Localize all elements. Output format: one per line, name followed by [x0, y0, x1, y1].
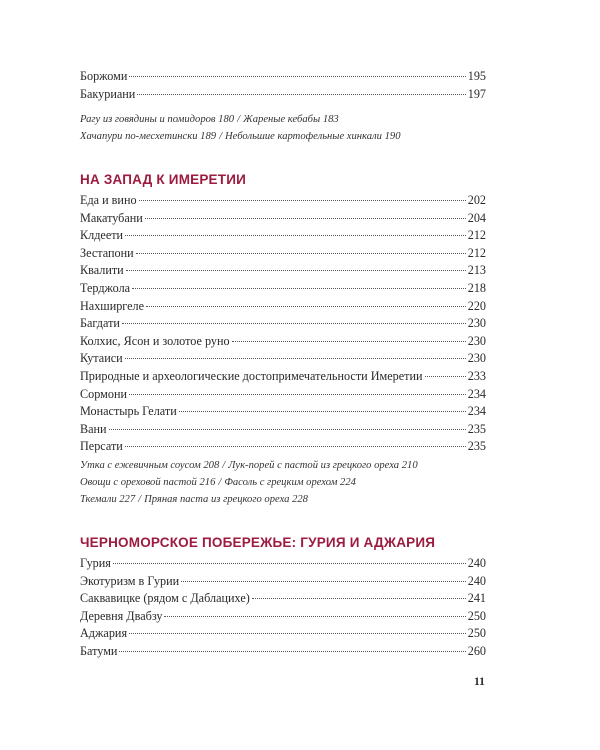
toc-entry-title: Гурия: [80, 556, 111, 570]
toc-entry[interactable]: [80, 555, 486, 573]
toc-entry-page: 234: [467, 386, 486, 401]
dot-leader: [125, 235, 466, 236]
dot-leader: [181, 581, 466, 582]
toc-entry-page: 230: [467, 351, 486, 366]
recipe-link[interactable]: Жареные кебабы 183: [243, 114, 339, 125]
toc-entry-title: Саквавицке (рядом с Даблацихе): [80, 591, 250, 606]
recipe-link[interactable]: Рагу из говядины и помидоров 180: [80, 114, 235, 125]
toc-entry-title: Вани: [80, 421, 107, 436]
recipe-line: Рагу из говядины и помидоров 180 / Жареные кебабы 183: [80, 114, 339, 125]
toc-entry-page: 250: [467, 626, 486, 641]
section-heading: НА ЗАПАД К ИМЕРЕТИИ: [80, 172, 247, 187]
toc-entry[interactable]: [80, 86, 486, 104]
recipe-link[interactable]: Лук-порей с пастой из грецкого ореха 210: [228, 460, 418, 471]
toc-entry[interactable]: [80, 438, 486, 456]
dot-leader: [179, 411, 466, 412]
toc-entry-page: 250: [467, 608, 486, 623]
toc-entry-page: 240: [467, 556, 486, 570]
toc-entry-page: 202: [467, 193, 486, 207]
toc-entry-title: Зестапони: [80, 245, 134, 260]
toc-entry[interactable]: [80, 625, 486, 643]
toc-entry-page: 197: [467, 86, 486, 101]
toc-entry-title: Природные и археологические достопримечательности Имеретии: [80, 368, 423, 383]
toc-entry-page: 235: [467, 421, 486, 436]
dot-leader: [109, 429, 466, 430]
recipe-link[interactable]: Хачапури по-месхетински 189: [80, 131, 217, 143]
recipe-line: Ткемали 227 / Пряная паста из грецкого ореха 228: [80, 494, 308, 506]
toc-entry-page: 218: [467, 280, 486, 295]
dot-leader: [129, 394, 466, 395]
toc-entry[interactable]: [80, 280, 486, 298]
toc-entry-page: 240: [467, 573, 486, 588]
toc-entry-page: 204: [467, 210, 486, 225]
toc-entry-title: Терджола: [80, 280, 131, 295]
toc-entry-page: 195: [467, 69, 486, 83]
recipe-link[interactable]: Утка с ежевичным соусом 208: [80, 460, 220, 471]
toc-entry-title: Батуми: [80, 643, 118, 658]
toc-entry[interactable]: [80, 333, 486, 351]
toc-entry-title: Колхис, Ясон и золотое руно: [80, 333, 230, 348]
dot-leader: [232, 341, 466, 342]
dot-leader: [139, 200, 466, 201]
recipe-list-section1: [80, 457, 486, 509]
dot-leader: [129, 633, 466, 634]
recipe-link[interactable]: Фасоль с грецким орехом 224: [224, 477, 356, 489]
toc-entry[interactable]: [80, 192, 486, 210]
toc-entry-title: Экотуризм в Гурии: [80, 573, 180, 588]
toc-entry[interactable]: [80, 608, 486, 626]
toc-entry-page: 234: [467, 404, 486, 419]
toc-entry-title: Сормони: [80, 386, 127, 401]
dot-leader: [136, 253, 466, 254]
recipe-line: Овощи с ореховой пастой 216 / Фасоль с грецким орехом 224: [80, 477, 356, 489]
toc-entry[interactable]: [80, 227, 486, 245]
toc-entry-title: Клдеети: [80, 228, 124, 243]
toc-entry-title: Деревня Двабзу: [80, 608, 163, 623]
recipe-link[interactable]: Ткемали 227: [80, 494, 136, 506]
toc-entry-title: Квалити: [80, 263, 124, 278]
toc-entry-page: 212: [467, 245, 486, 260]
page-number: 11: [474, 676, 485, 688]
toc-entry-title: Монастырь Гелати: [80, 404, 177, 419]
dot-leader: [119, 651, 465, 652]
dot-leader: [132, 288, 466, 289]
toc-entry-title: Макатубани: [80, 210, 143, 225]
toc-entry[interactable]: [80, 386, 486, 404]
toc-entry-title: Еда и вино: [80, 193, 137, 207]
dot-leader: [137, 94, 465, 95]
dot-leader: [125, 446, 466, 447]
toc-entry-title: Нахширгеле: [80, 298, 145, 313]
toc-entry-title: Боржоми: [80, 69, 128, 83]
toc-entry[interactable]: [80, 210, 486, 228]
dot-leader: [425, 376, 466, 377]
toc-entry-page: 241: [467, 591, 486, 606]
dot-leader: [126, 270, 466, 271]
toc-entry[interactable]: [80, 315, 486, 333]
toc-entry-title: Багдати: [80, 316, 120, 331]
dot-leader: [129, 76, 465, 77]
toc-entry-page: 233: [467, 368, 486, 383]
toc-entry[interactable]: [80, 350, 486, 368]
dot-leader: [146, 306, 466, 307]
toc-entry[interactable]: [80, 590, 486, 608]
toc-entry[interactable]: [80, 298, 486, 316]
toc-entry-title: Кутаиси: [80, 351, 123, 366]
toc-entry[interactable]: [80, 68, 486, 86]
toc-entry-page: 212: [467, 228, 486, 243]
toc-entry[interactable]: [80, 245, 486, 263]
recipe-line: Хачапури по-месхетински 189 / Небольшие картофельные хинкали 190: [80, 131, 401, 143]
toc-entry-title: Бакуриани: [80, 86, 136, 101]
toc-entry-page: 235: [467, 439, 486, 454]
toc-entry[interactable]: [80, 368, 486, 386]
toc-entry-title: Персати: [80, 439, 123, 454]
toc-entry-title: Аджария: [80, 626, 128, 641]
toc-section1-list: [80, 192, 486, 456]
recipe-link[interactable]: Овощи с ореховой пастой 216: [80, 477, 216, 489]
recipe-line: Утка с ежевичным соусом 208 / Лук-порей с пастой из грецкого ореха 210: [80, 460, 418, 471]
dot-leader: [122, 323, 466, 324]
dot-leader: [252, 598, 466, 599]
dot-leader: [125, 358, 466, 359]
toc-top-list: [80, 68, 486, 103]
toc-entry-page: 230: [467, 333, 486, 348]
toc-entry[interactable]: [80, 643, 486, 661]
dot-leader: [113, 563, 466, 564]
toc-entry[interactable]: [80, 573, 486, 591]
toc-section2-list: [80, 555, 486, 661]
toc-entry[interactable]: [80, 403, 486, 421]
toc-entry[interactable]: [80, 262, 486, 280]
toc-entry-page: 213: [467, 263, 486, 278]
dot-leader: [145, 218, 466, 219]
toc-entry[interactable]: [80, 421, 486, 439]
recipe-list-top: [80, 111, 486, 145]
recipe-link[interactable]: Небольшие картофельные хинкали 190: [225, 131, 401, 143]
toc-entry-page: 230: [467, 316, 486, 331]
toc-entry-page: 260: [467, 643, 486, 658]
toc-entry-page: 220: [467, 298, 486, 313]
dot-leader: [164, 616, 465, 617]
recipe-link[interactable]: Пряная паста из грецкого ореха 228: [144, 494, 308, 506]
section-heading: ЧЕРНОМОРСКОЕ ПОБЕРЕЖЬЕ: ГУРИЯ И АДЖАРИЯ: [80, 535, 436, 550]
